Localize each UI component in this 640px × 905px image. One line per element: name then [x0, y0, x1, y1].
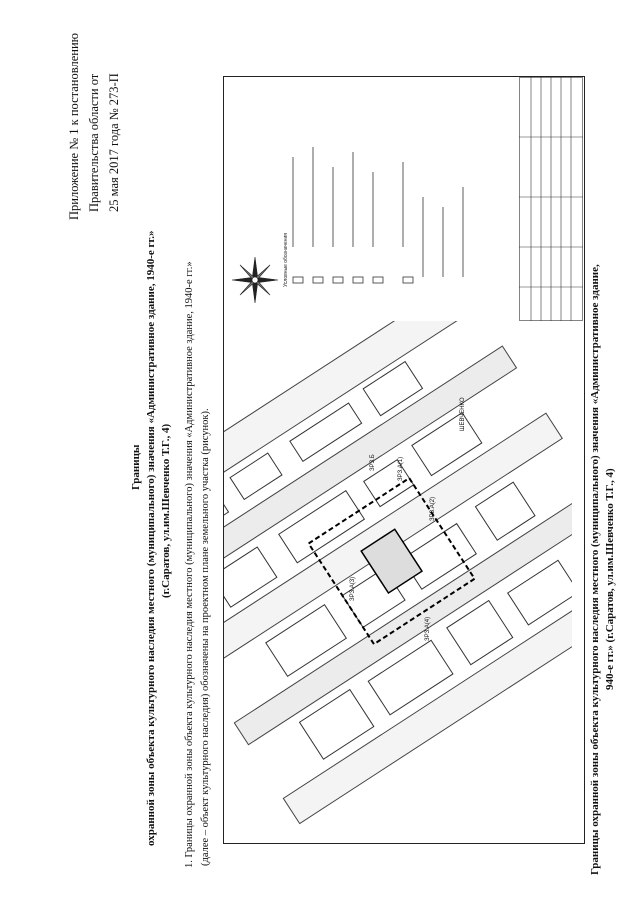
compass-rose-icon: [230, 255, 280, 305]
legend-title: Условные обозначения: [283, 232, 289, 287]
zone-label: ЗРЗ.А(2): [430, 496, 436, 521]
heading-line3: (г.Саратов, ул.им.Шевченко Т.Г., 4): [160, 423, 172, 598]
building: [475, 482, 535, 540]
appendix-line2: Правительства области от: [87, 73, 101, 212]
site-plan-map: [224, 321, 572, 843]
street-label: ШЕВЧЕНКО: [460, 397, 466, 431]
zone-label: ЗРЗ.А(1): [398, 456, 404, 481]
appendix-line1: Приложение № 1 к постановлению: [67, 33, 81, 220]
paragraph-line1: 1. Границы охранной зоны объекта культурного наследия местного (муниципального) значения «Административное здание, 1940-е гг.»: [184, 261, 195, 868]
zone-label: ЗРЗ.Б: [370, 454, 376, 471]
title-block-stamp: [519, 77, 583, 321]
caption-line1: Границы охранной зоны объекта культурного наследия местного (муниципального) значения «Административное здание,: [589, 264, 601, 875]
zone-label: ЗРЗ.А(4): [425, 616, 431, 641]
building: [447, 601, 513, 665]
paragraph-line2: (далее – объект культурного наследия) обозначены на проектном плане земельного участка (рисунок).: [200, 408, 211, 866]
heading-line2: охранной зоны объекта культурного наследия местного (муниципального) значения «Административное здание, 1940-е гг.»: [145, 230, 157, 846]
map-legend: [279, 77, 519, 321]
heading-title: Границы: [130, 444, 142, 490]
zone-label: ЗРЗ.А(3): [350, 576, 356, 601]
caption-line2: 940-е гг.» (г.Саратов, ул.им.Шевченко Т.Г., 4): [604, 468, 616, 690]
appendix-line3: 25 мая 2017 года № 273-П: [107, 73, 121, 212]
